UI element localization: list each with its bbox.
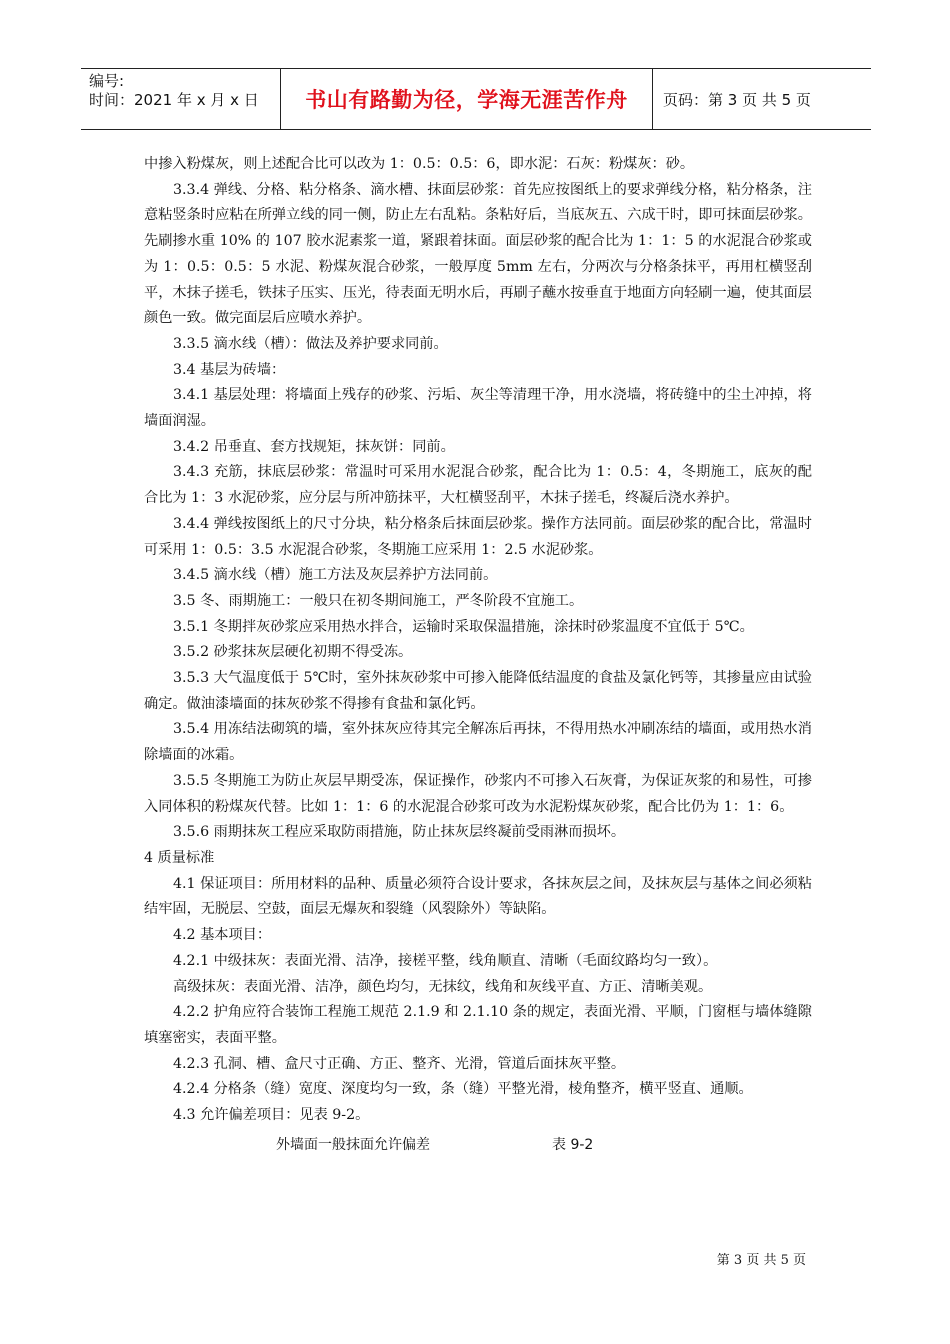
paragraph: 中掺入粉煤灰，则上述配合比可以改为 1：0.5：0.5：6，即水泥：石灰：粉煤灰：砂。 [144,156,695,172]
paragraph: 3.5.4 用冻结法砌筑的墙，室外抹灰应待其完全解冻后再抹，不得用热水冲刷冻结的墙面，或用热水消除墙面的冰霜。 [144,721,812,764]
paragraph: 4.2.1 中级抹灰：表面光滑、洁净，接槎平整，线角顺直、清晰（毛面纹路均匀一致）。 [173,952,718,969]
footer-page-number: 第 3 页 共 5 页 [716,1253,806,1268]
table-caption-number: 表 9-2 [552,1136,594,1153]
header-page-number: 页码：第 3 页 共 5 页 [663,90,811,109]
paragraph: 4.2 基本项目： [173,927,272,944]
paragraph: 3.5.6 雨期抹灰工程应采取防雨措施，防止抹灰层终凝前受雨淋而损坏。 [173,824,626,841]
paragraph: 3.4 基层为砖墙： [173,361,286,378]
paragraph: 3.4.4 弹线按图纸上的尺寸分块，粘分格条后抹面层砂浆。操作方法同前。面层砂浆的配合比，常温时可采用 1：0.5：3.5 水泥混合砂浆，冬期施工应采用 1：2.5 水泥砂浆。 [144,515,812,558]
time-label: 时间：2021 年 x 月 x 日 [89,91,259,109]
paragraph: 3.5.2 砂浆抹灰层硬化初期不得受冻。 [173,644,413,661]
paragraph: 4 质量标准 [144,849,215,866]
paragraph: 3.5.5 冬期施工为防止灰层早期受冻，保证操作，砂浆内不可掺入石灰膏，为保证灰浆的和易性，可掺入同体积的粉煤灰代替。比如 1：1：6 的水泥混合砂浆可改为水泥粉煤灰砂浆，配合比仍为 1：1：6。 [144,772,812,815]
document-body [144,152,812,1158]
paragraph: 4.2.2 护角应符合装饰工程施工规范 2.1.9 和 2.1.10 条的规定，表面光滑、平顺，门窗框与墙体缝隙填塞密实，表面平整。 [144,1004,812,1046]
header-meta [81,69,281,129]
paragraph: 4.2.3 孔洞、槽、盒尺寸正确、方正、整齐、光滑，管道后面抹灰平整。 [173,1055,626,1072]
paragraph: 3.3.5 滴水线（槽）：做法及养护要求同前。 [173,335,448,352]
paragraph: 4.3 允许偏差项目：见表 9-2。 [173,1107,370,1124]
paragraph: 3.3.4 弹线、分格、粘分格条、滴水槽、抹面层砂浆：首先应按图纸上的要求弹线分格，粘分格条，注意粘竖条时应粘在所弹立线的同一侧，防止左右乱粘。条粘好后，当底灰五、六成干时，即可抹面层砂浆。先刷掺水重 10% 的 107 胶水泥素浆一道，紧跟着抹面。面层砂浆的配合比为 1：1：5 的水泥混合砂浆或为 1：0.5：0.5：5 水泥、粉煤灰混合砂浆，一般厚度 5mm 左右，分两次与分格条抹平，再用杠横竖刮平，木抹子搓毛，铁抹子压实、压光，待表面无明水后，再刷子蘸水按垂直于地面方向轻刷一遍，使其面层颜色一致。做完面层后应喷水养护。 [144,181,812,327]
document-header [81,68,871,130]
paragraph: 高级抹灰：表面光滑、洁净，颜色均匀，无抹纹，线角和灰线平直、方正、清晰美观。 [173,978,713,995]
table-caption-title: 外墙面一般抹面允许偏差 [276,1136,430,1153]
paragraph: 4.1 保证项目：所用材料的品种、质量必须符合设计要求，各抹灰层之间，及抹灰层与基体之间必须粘结牢固，无脱层、空鼓，面层无爆灰和裂缝（风裂除外）等缺陷。 [144,875,812,918]
number-label: 编号: [89,72,125,90]
header-motto: 书山有路勤为径，学海无涯苦作舟 [281,69,653,129]
paragraph: 3.5.1 冬期拌灰砂浆应采用热水拌合，运输时采取保温措施，涂抹时砂浆温度不宜低于 5℃。 [173,618,754,635]
paragraph: 3.5 冬、雨期施工：一般只在初冬期间施工，严冬阶段不宜施工。 [173,592,584,609]
paragraph: 3.4.2 吊垂直、套方找规矩，抹灰饼：同前。 [173,438,455,455]
paragraph: 3.4.1 基层处理：将墙面上残存的砂浆、污垢、灰尘等清理干净，用水浇墙，将砖缝中的尘土冲掉，将墙面润湿。 [144,387,812,430]
paragraph: 3.4.3 充筋，抹底层砂浆：常温时可采用水泥混合砂浆，配合比为 1：0.5：4，冬期施工，底灰的配合比为 1：3 水泥砂浆，应分层与所冲筋抹平，大杠横竖刮平，木抹子搓毛，终凝后浇水养护。 [144,464,812,507]
paragraph: 3.4.5 滴水线（槽）施工方法及灰层养护方法同前。 [173,567,498,584]
table-caption [144,1133,812,1159]
paragraph: 4.2.4 分格条（缝）宽度、深度均匀一致，条（缝）平整光滑，棱角整齐，横平竖直、通顺。 [173,1081,753,1098]
paragraph: 3.5.3 大气温度低于 5℃时，室外抹灰砂浆中可掺入能降低结温度的食盐及氯化钙等，其掺量应由试验确定。做油漆墙面的抹灰砂浆不得掺有食盐和氯化钙。 [144,670,812,712]
